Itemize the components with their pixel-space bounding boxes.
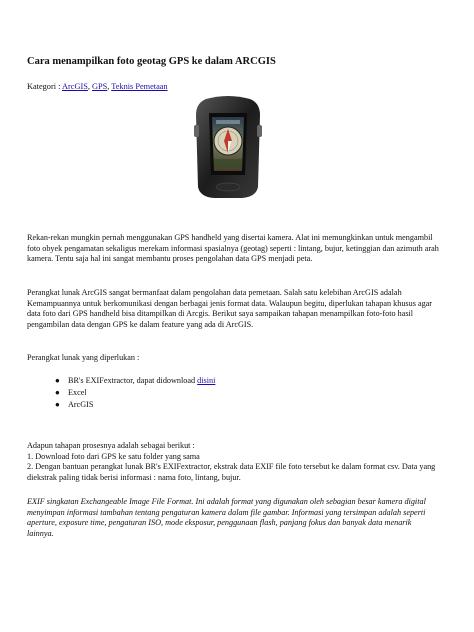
bullet-icon: ● bbox=[55, 388, 60, 397]
software-list bbox=[55, 375, 215, 411]
step-1: 1. Download foto dari GPS ke satu folder yang sama bbox=[27, 451, 200, 461]
exif-note: EXIF singkatan Exchangeable Image File Format. Ini adalah format yang digunakan oleh sebagian besar kamera digital menyimpan informasi tambahan tentang pengaturan kamera dalam file gambar. Informasi yang tersimpan adalah seperti aperture, exposure time, pengaturan ISO, mode eksposur, penggunaan flash, panjang fokus dan banyak data menarik lainnya. bbox=[27, 497, 426, 538]
bullet-icon: ● bbox=[55, 376, 60, 385]
category-link-gps[interactable]: GPS bbox=[92, 82, 108, 91]
paragraph-arcgis: Perangkat lunak ArcGIS sangat bermanfaat dalam pengolahan data pemetaan. Salah satu kelebihan ArcGIS adalah Kemampuannya untuk berkomunikasi dengan berbagai jenis format data. Walaupun begitu, diperlukan tahapan khusus agar data foto dari GPS handheld bisa ditampilkan di Arcgis. Berikut saya sampaikan tahapan menampilkan foto-foto hasil pengambilan data dengan GPS ke dalam feature yang ada di ArcGIS. bbox=[27, 288, 433, 329]
paragraph-intro: Rekan-rekan mungkin pernah menggunakan GPS handheld yang disertai kamera. Alat ini memungkinkan untuk mengambil foto obyek pengamatan sekaligus merekam informasi spasialnya (geotag) seperti : lintang, bujur, ketinggian dan azimuth arah kamera. Tentu saja hal ini sangat membantu proses pengolahan data GPS menjadi peta. bbox=[27, 233, 439, 264]
list-item-text: BR's EXIFextractor, dapat didownload bbox=[68, 376, 196, 385]
gps-device-image bbox=[190, 95, 266, 199]
category-link-teknis-pemetaan[interactable]: Teknis Pemetaan bbox=[111, 82, 168, 91]
step-2: 2. Dengan bantuan perangkat lunak BR's EXIFextractor, ekstrak data EXIF file foto tersebut ke dalam format csv. Data yang diekstrak paling tidak berisi informasi : nama foto, lintang, bujur. bbox=[27, 462, 436, 482]
list-item bbox=[55, 375, 215, 387]
category-label: Kategori : bbox=[27, 82, 61, 91]
list-item-text: Excel bbox=[68, 388, 87, 397]
bullet-icon: ● bbox=[55, 400, 60, 409]
category-link-arcgis[interactable]: ArcGIS bbox=[62, 82, 88, 91]
list-item bbox=[55, 387, 215, 399]
list-item bbox=[55, 399, 215, 411]
download-link[interactable]: disini bbox=[197, 376, 216, 385]
steps-intro: Adapun tahapan prosesnya adalah sebagai berikut : bbox=[27, 441, 195, 450]
paragraph-software-required: Perangkat lunak yang diperlukan : bbox=[27, 353, 140, 362]
category-line: Kategori : ArcGIS, GPS, Teknis Pemetaan bbox=[27, 82, 168, 91]
article-title: Cara menampilkan foto geotag GPS ke dalam ARCGIS bbox=[27, 56, 276, 67]
list-item-text: ArcGIS bbox=[68, 400, 94, 409]
process-steps bbox=[27, 441, 447, 483]
